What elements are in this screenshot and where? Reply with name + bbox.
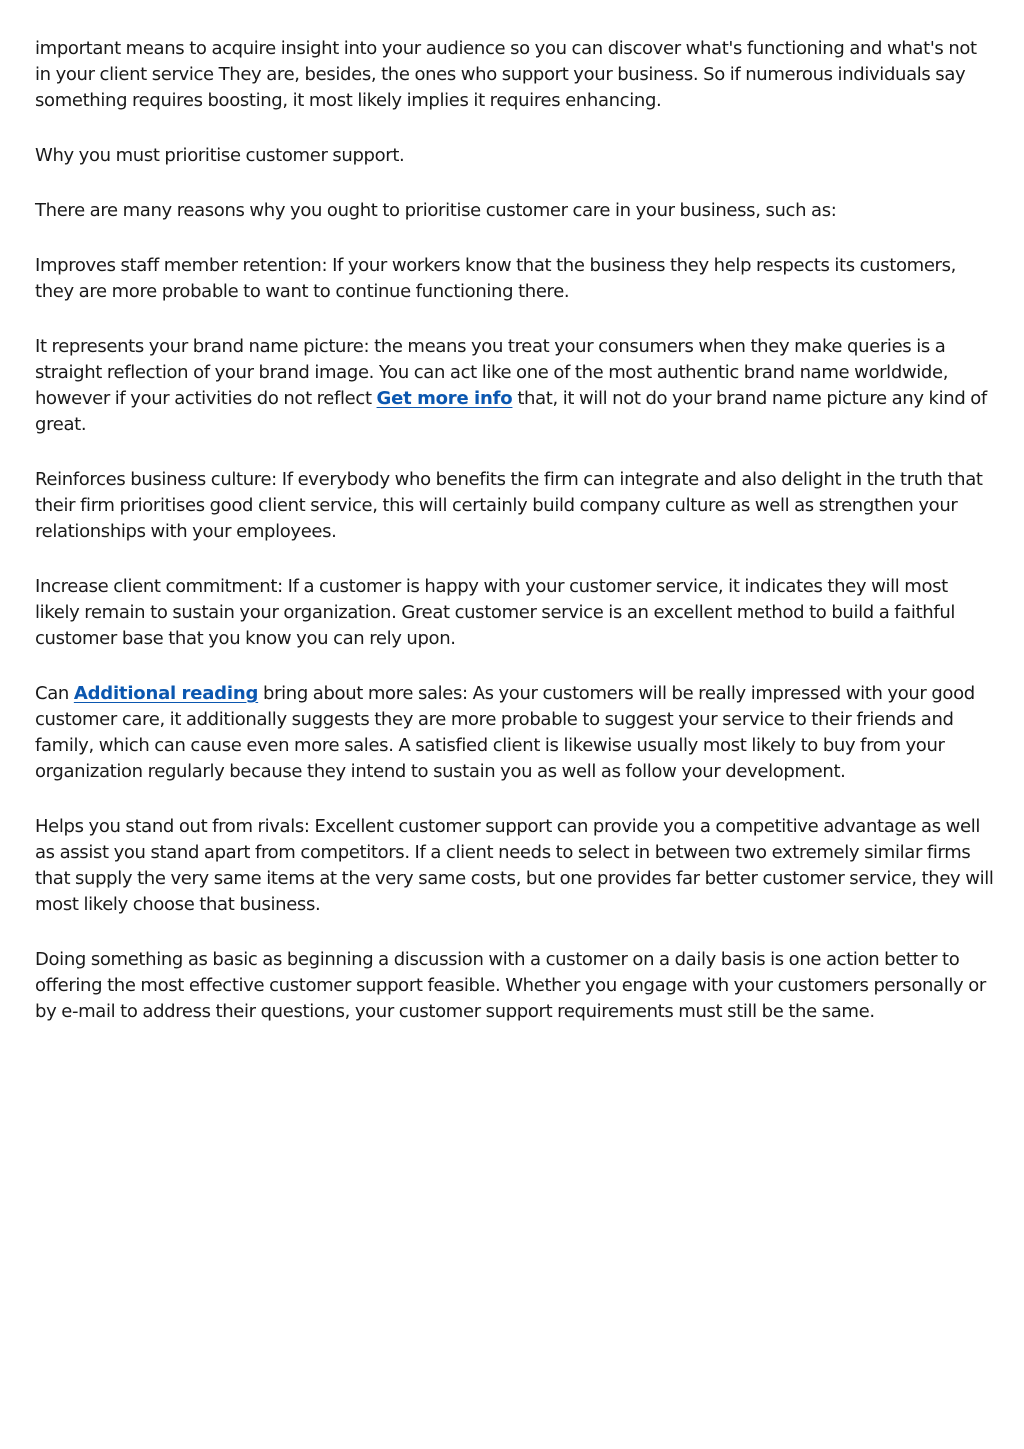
get-more-info-link[interactable]: Get more info <box>376 388 513 409</box>
paragraph-text: Can <box>35 683 74 704</box>
paragraph-why-prioritise: Why you must prioritise customer support. <box>35 145 405 166</box>
paragraph-stand-out: Helps you stand out from rivals: Excellent customer support can provide you a competitive advantage as well as assist you stand apart from competitors. If a client needs to select in between two extremely similar firms that supply the very same items at the very same costs, but one provides far better customer service, they will most likely choose that business. <box>35 816 994 915</box>
paragraph-client-commitment: Increase client commitment: If a customer is happy with your customer service, it indicates they will most likely remain to sustain your organization. Great customer service is an excellent method to build a faithful customer base that you know you can rely upon. <box>35 576 956 649</box>
paragraph-more-sales <box>35 681 997 785</box>
paragraph-many-reasons: There are many reasons why you ought to prioritise customer care in your business, such as: <box>35 200 837 221</box>
paragraph-text: It represents your brand name picture: the means you treat your consumers when they make queries is a straight reflection of your brand image. You can act like one of the most authentic brand name worldwide, however if your activities do not reflect <box>35 336 949 409</box>
paragraph-staff-retention: Improves staff member retention: If your workers know that the business they help respects its customers, they are more probable to want to continue functioning there. <box>35 255 957 302</box>
paragraph-business-culture: Reinforces business culture: If everybody who benefits the firm can integrate and also delight in the truth that their firm prioritises good client service, this will certainly build company culture as well as strengthen your relationships with your employees. <box>35 469 983 542</box>
paragraph-brand-image <box>35 334 997 438</box>
paragraph-text: that, it will not do your brand name picture any kind of great. <box>35 388 987 435</box>
paragraph-daily-discussion: Doing something as basic as beginning a discussion with a customer on a daily basis is one action better to offering the most effective customer support feasible. Whether you engage with your customers personally or by e-mail to address their questions, your customer support requirements must still be the same. <box>35 949 986 1022</box>
additional-reading-link[interactable]: Additional reading <box>73 683 259 704</box>
paragraph-audience-insight: important means to acquire insight into your audience so you can discover what's functioning and what's not in your client service They are, besides, the ones who support your business. So if numerous individuals say something requires boosting, it most likely implies it requires enhancing. <box>35 38 977 111</box>
paragraph-text: bring about more sales: As your customers will be really impressed with your good customer care, it additionally suggests they are more probable to suggest your service to their friends and family, which can cause even more sales. A satisfied client is likewise usually most likely to buy from your organization regularly because they intend to sustain you as well as follow your development. <box>35 683 975 782</box>
document-page <box>35 36 997 1054</box>
